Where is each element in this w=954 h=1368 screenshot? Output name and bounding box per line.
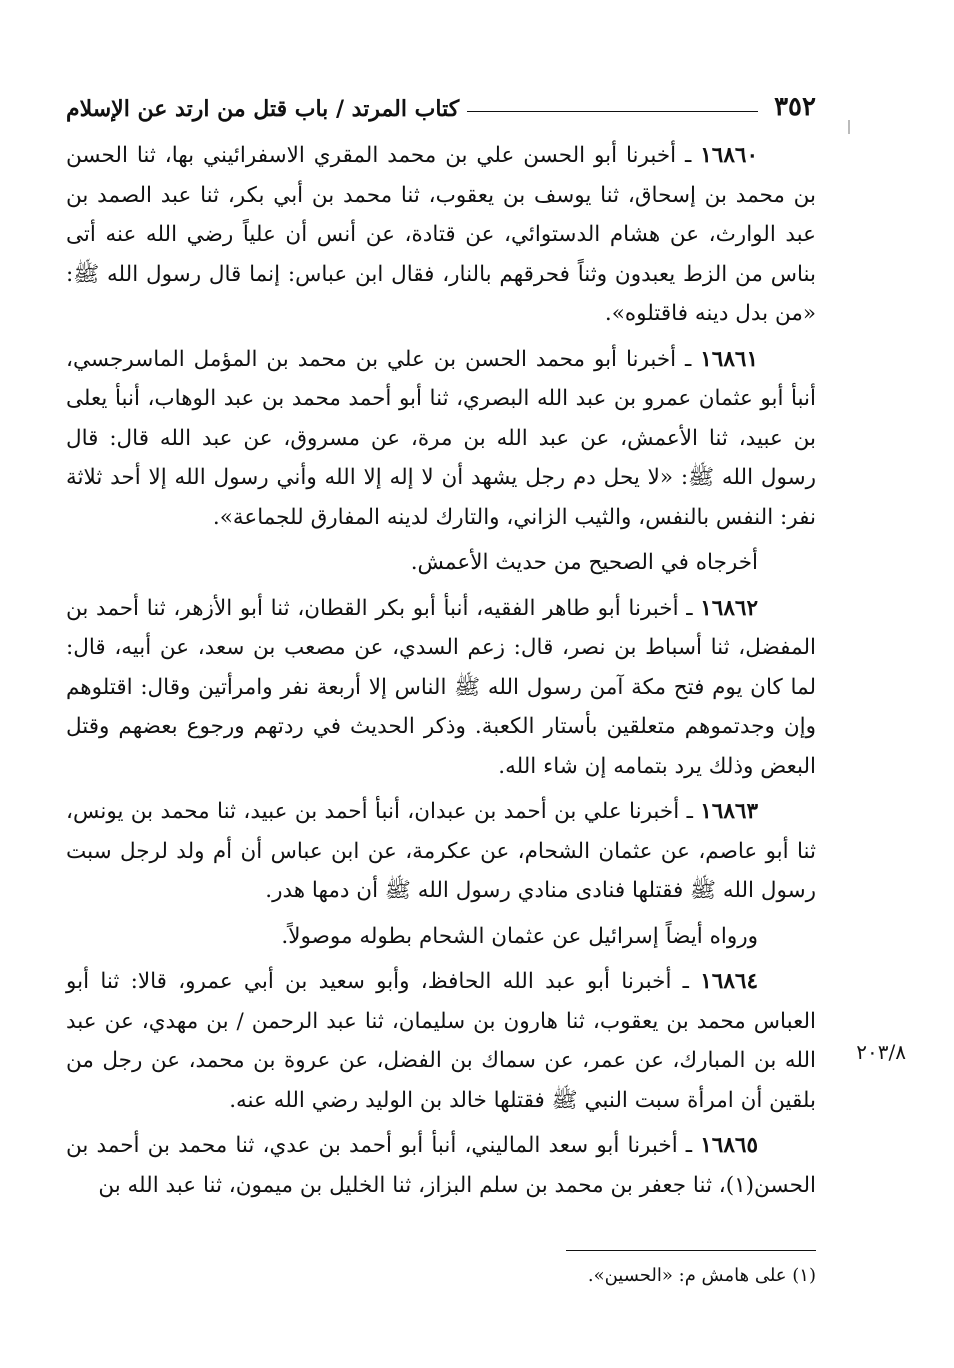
hadith-number: ١٦٨٦٥	[700, 1133, 758, 1158]
commentary-text: ورواه أيضاً إسرائيل عن عثمان الشحام بطوله موصولاً.	[281, 923, 758, 949]
hadith-16863	[66, 792, 816, 911]
hadith-text: ـ أخبرنا أبو سعد الماليني، أنبأ أبو أحمد بن عدي، ثنا محمد بن أحمد بن الحسن(١)، ثنا جعفر بن محمد بن سلم البزاز، ثنا الخليل بن ميمون، ثنا عبد الله بن	[66, 1133, 816, 1198]
footnote-rule	[566, 1250, 816, 1251]
hadith-text: ـ أخبرنا أبو محمد الحسن بن علي بن محمد بن المؤمل الماسرجسي، أنبأ أبو عثمان عمرو بن عبد الله البصري، ثنا أبو أحمد محمد بن عبد الوهاب، أنبأ يعلى بن عبيد، ثنا الأعمش، عن عبد الله بن مرة، عن مسروق، عن عبد الله قال: قال رسول الله ﷺ: «لا يحل دم رجل يشهد أن لا إله إلا الله وأني رسول الله إلا أحد ثلاثة نفر: النفس بالنفس، والثيب الزاني، والتارك لدينه المفارق للجماعة».	[66, 346, 816, 530]
hadith-number: ١٦٨٦١	[700, 346, 758, 372]
commentary-paragraph	[66, 917, 816, 957]
hadith-number: ١٦٨٦٢	[700, 595, 758, 621]
commentary-paragraph	[66, 543, 816, 583]
hadith-number: ١٦٨٦٤	[700, 969, 758, 994]
hadith-16861	[66, 340, 816, 538]
hadith-number: ١٦٨٦٠	[700, 143, 758, 168]
hadith-16862	[66, 589, 816, 787]
page-header	[66, 82, 816, 122]
hadith-text: ـ أخبرنا علي بن أحمد بن عبدان، أنبأ أحمد بن عبيد، ثنا محمد بن يونس، ثنا أبو عاصم، عن عثمان الشحام، عن عكرمة، عن ابن عباس أن أم ولد لرجل سبت رسول الله ﷺ فقتلها فنادى منادي رسول الله ﷺ أن دمها هدر.	[66, 799, 816, 903]
hadith-16865	[66, 1126, 816, 1205]
hadith-text: ـ أخبرنا أبو طاهر الفقيه، أنبأ أبو بكر القطان، ثنا أبو الأزهر، ثنا أحمد بن المفضل، ثنا أسباط بن نصر، قال: زعم السدي، عن مصعب بن سعد، عن أبيه، قال: لما كان يوم فتح مكة آمن رسول الله ﷺ الناس إلا أربعة نفر وامرأتين وقال: اقتلوهم وإن وجدتموهم متعلقين بأستار الكعبة. وذكر الحديث في ردتهم ورجوع بعضهم وقتل البعض وذلك يرد بتمامه إن شاء الله.	[66, 595, 816, 779]
page-number: ٣٥٢	[774, 92, 816, 122]
running-title: كتاب المرتد / باب قتل من ارتد عن الإسلام	[66, 96, 460, 122]
hadith-16860	[66, 136, 816, 334]
margin-reference: ٢٠٣/٨	[856, 1040, 906, 1064]
commentary-text: أخرجاه في الصحيح من حديث الأعمش.	[410, 550, 758, 575]
margin-tick	[848, 120, 850, 134]
hadith-number: ١٦٨٦٣	[700, 799, 758, 824]
hadith-16864	[66, 962, 816, 1120]
header-rule	[467, 111, 758, 112]
hadith-text: ـ أخبرنا أبو عبد الله الحافظ، وأبو سعيد بن أبي عمرو، قالا: ثنا أبو العباس محمد بن يعقوب، ثنا هارون بن سليمان، ثنا عبد الرحمن / بن مهدي، عن عبد الله بن المبارك، عن عمر، عن سماك بن الفضل، عن عروة بن محمد، عن رجل من بلقين أن امرأة سبت النبي ﷺ فقتلها خالد بن الوليد رضي الله عنه.	[66, 969, 816, 1113]
hadith-text: ـ أخبرنا أبو الحسن علي بن محمد المقري الاسفرائيني بها، ثنا الحسن بن محمد بن إسحاق، ثنا يوسف بن يعقوب، ثنا محمد بن أبي بكر، ثنا عبد الصمد بن عبد الوارث، عن هشام الدستوائي، عن قتادة، عن أنس أن علياً رضي الله عنه أتى بناس من الزط يعبدون وثناً فحرقهم بالنار، فقال ابن عباس: إنما قال رسول الله ﷺ: «من بدل دينه فاقتلوه».	[66, 143, 816, 326]
footnote: (١) على هامش م: «الحسين».	[587, 1265, 816, 1286]
main-text	[66, 136, 816, 1205]
